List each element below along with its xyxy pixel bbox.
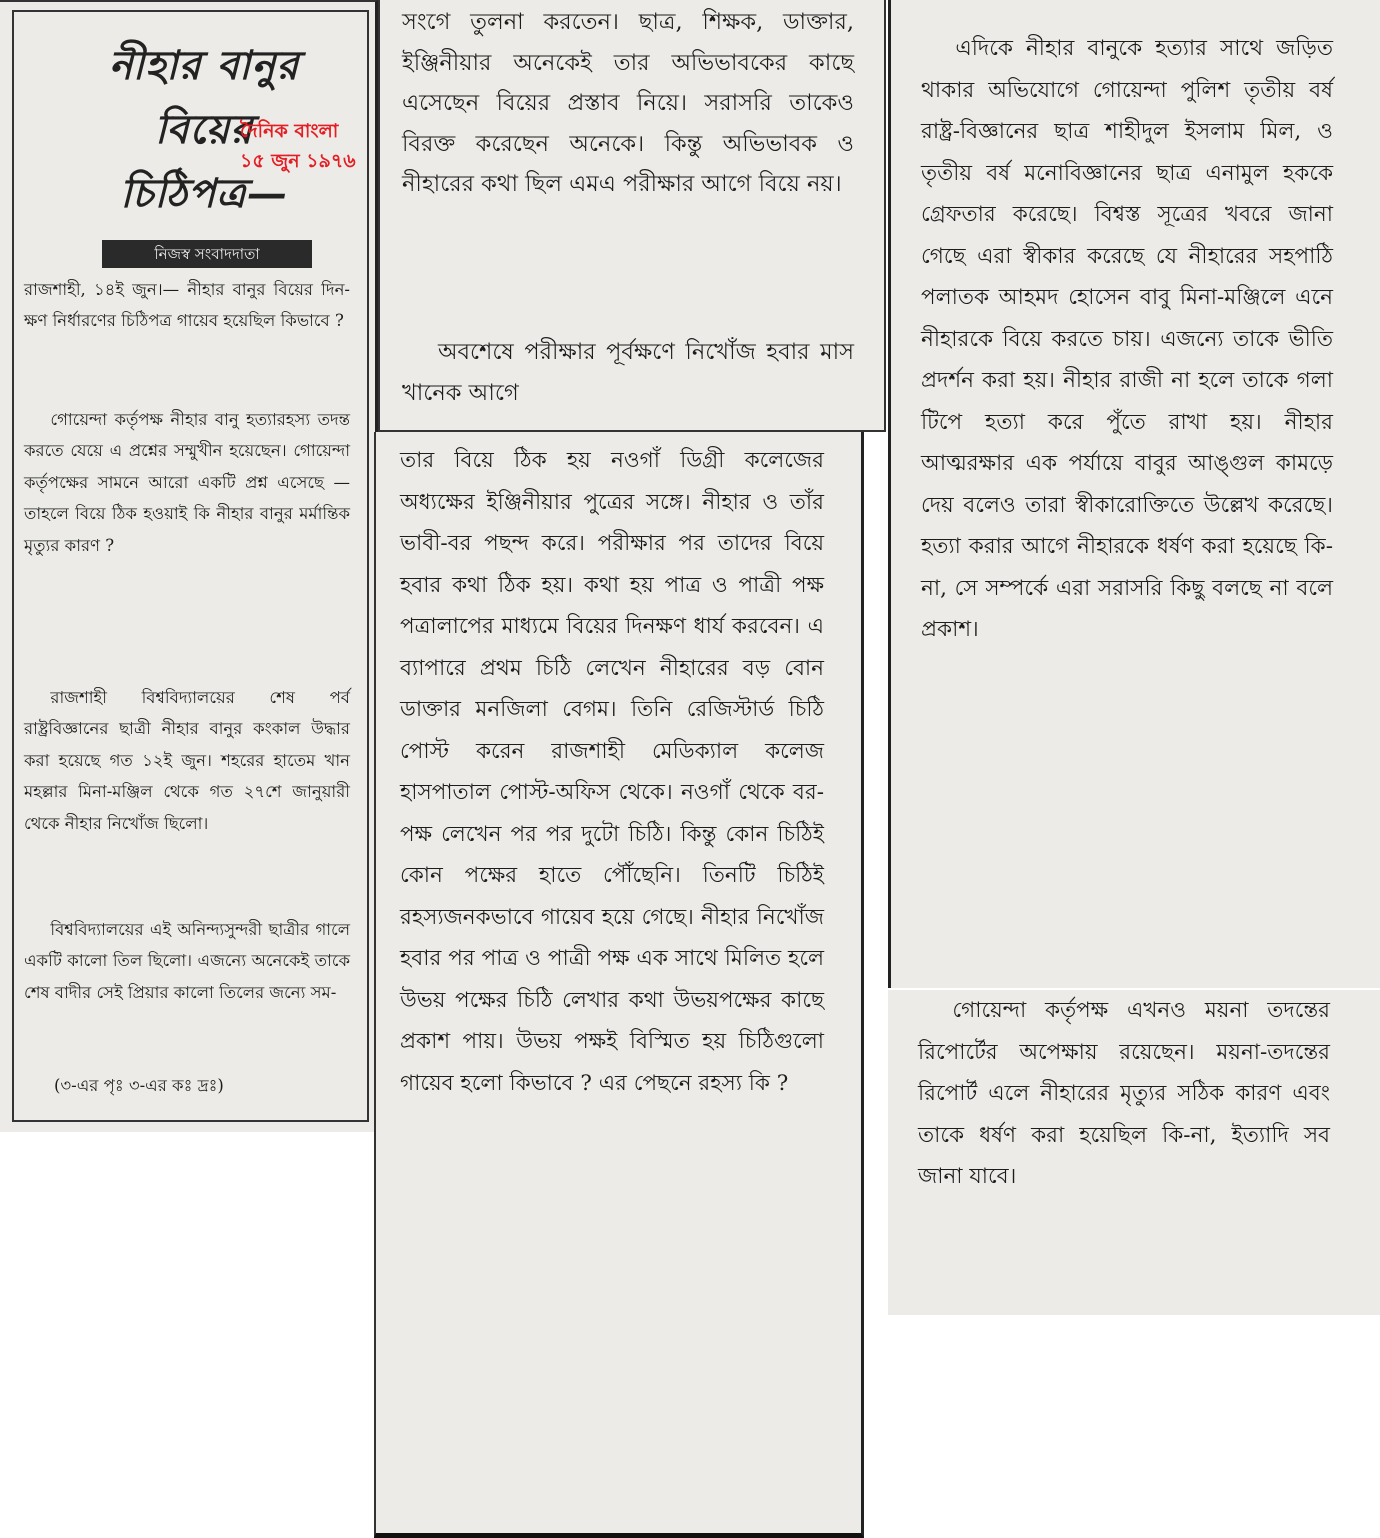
column1-p2: গোয়েন্দা কর্তৃপক্ষ নীহার বানু হত্যারহস্য তদন্ত করতে যেয়ে এ প্রশ্নের সম্মুখীন হয়েছেন। গোয়েন্দা কর্তৃপক্ষের সামনে আরো একটি প্রশ্ন এসেছে —তাহলে বিয়ে ঠিক হওয়াই কি নীহার বানুর মর্মান্তিক মৃত্যুর কারণ ? [24, 410, 350, 555]
headline-box [12, 10, 369, 1122]
continued-note: (৩-এর পৃঃ ৩-এর কঃ দ্রঃ) [54, 1076, 224, 1095]
column1-p3: রাজশাহী বিশ্ববিদ্যালয়ের শেষ পর্ব রাষ্ট্রবিজ্ঞানের ছাত্রী নীহার বানুর কংকাল উদ্ধার করা হয়েছে গত ১২ই জুন। শহরের হাতেম খান মহল্লার মিনা-মঞ্জিল থেকে গত ২৭শে জানুয়ারী থেকে নীহার নিখোঁজ ছিলো। [24, 688, 350, 833]
stamp-paper-name: দৈনিক বাংলা [240, 120, 339, 142]
column1-p4: বিশ্ববিদ্যালয়ের এই অনিন্দ্যসুন্দরী ছাত্রীর গালে একটি কালো তিল ছিলো। এজন্যে অনেকেই তাকে শেষ বাদীর সেই প্রিয়ার কালো তিলের জন্যে সম- [24, 920, 350, 1002]
column4-p1: এদিকে নীহার বানুকে হত্যার সাথে জড়িত থাকার অভিযোগে গোয়েন্দা পুলিশ তৃতীয় বর্ষ রাষ্ট্র-বিজ্ঞানের ছাত্র শাহীদুল ইসলাম মিল, ও তৃতীয় বর্ষ মনোবিজ্ঞানের ছাত্র এনামুল হককে গ্রেফতার করেছে। বিশ্বস্ত সূত্রের খবরে জানা গেছে এরা স্বীকার করেছে যে নীহারের সহপাঠি পলাতক আহমদ হোসেন বাবু মিনা-মঞ্জিলে এনে নীহারকে বিয়ে করতে চায়। এজন্যে তাকে ভীতি প্রদর্শন করা হয়। নীহার রাজী না হলে তাকে গলা টিপে হত্যা করে পুঁতে রাখা হয়। নীহার আত্মরক্ষার এক পর্যায়ে বাবুর আঙ্গুল কামড়ে দেয় বলেও তারা স্বীকারোক্তিতে উল্লেখ করেছে। হত্যা করার আগে নীহারকে ধর্ষণ করা হয়েছে কি-না, সে সম্পর্কে এরা সরাসরি কিছু বলছে না বলে প্রকাশ। [921, 36, 1333, 642]
headline-line-3: চিঠিপত্র— [120, 170, 288, 217]
clipping-bottom-right [888, 990, 1380, 1315]
stamp-date: ১৫ জুন ১৯৭৬ [240, 150, 356, 172]
column2-p1: সংগে তুলনা করতেন। ছাত্র, শিক্ষক, ডাক্তার, ইঞ্জিনীয়ার অনেকেই তার অভিভাবকের কাছে এসেছেন বিয়ের প্রস্তাব নিয়ে। সরাসরি তাকেও বিরক্ত করেছেন অনেকে। কিন্তু অভিভাবক ও নীহারের কথা ছিল এমএ পরীক্ষার আগে বিয়ে নয়। [402, 9, 854, 197]
column5-p1: গোয়েন্দা কর্তৃপক্ষ এখনও ময়না তদন্তের রিপোর্টের অপেক্ষায় রয়েছেন। ময়না-তদন্তের রিপোর্ট এলে নীহারের মৃত্যুর সঠিক কারণ এবং তাকে ধর্ষণ করা হয়েছিল কি-না, ইত্যাদি সব জানা যাবে। [918, 998, 1330, 1189]
headline-line-2: বিয়ের [154, 106, 254, 153]
clipping-bottom-middle [374, 432, 864, 1538]
clipping-right-column [888, 0, 1380, 988]
column2-p2: অবশেষে পরীক্ষার পূর্বক্ষণে নিখোঁজ হবার মাস খানেক আগে [402, 339, 854, 406]
clipping-top-middle [378, 0, 886, 432]
column3-p1: তার বিয়ে ঠিক হয় নওগাঁ ডিগ্রী কলেজের অধ্যক্ষের ইঞ্জিনীয়ার পুত্রের সঙ্গে। নীহার ও তাঁর ভাবী-বর পছন্দ করে। পরীক্ষার পর তাদের বিয়ে হবার কথা ঠিক হয়। কথা হয় পাত্র ও পাত্রী পক্ষ পত্রালাপের মাধ্যমে বিয়ের দিনক্ষণ ধার্য করবেন। এ ব্যাপারে প্রথম চিঠি লেখেন নীহারের বড় বোন ডাক্তার মনজিলা বেগম। তিনি রেজিস্টার্ড চিঠি পোস্ট করেন রাজশাহী মেডিক্যাল কলেজ হাসপাতাল পোস্ট-অফিস থেকে। নওগাঁ থেকে বর-পক্ষ লেখেন পর পর দুটো চিঠি। কিন্তু কোন চিঠিই কোন পক্ষের হাতে পৌঁছেনি। তিনটি চিঠিই রহস্যজনকভাবে গায়েব হয়ে গেছে। নীহার নিখোঁজ হবার পর পাত্র ও পাত্রী পক্ষ এক সাথে মিলিত হলে উভয় পক্ষের চিঠি লেখার কথা উভয়পক্ষের কাছে প্রকাশ পায়। উভয় পক্ষই বিস্মিত হয় চিঠিগুলো গায়েব হলো কিভাবে ? এর পেছনে রহস্য কি ? [400, 448, 824, 1096]
column1-p1: রাজশাহী, ১৪ই জুন।— নীহার বানুর বিয়ের দিন-ক্ষণ নির্ধারণের চিঠিপত্র গায়েব হয়েছিল কিভাবে ? [24, 280, 350, 331]
source-stamp [240, 116, 356, 176]
byline: নিজস্ব সংবাদদাতা [102, 240, 312, 268]
headline-line-1: নীহার বানুর [108, 42, 300, 89]
